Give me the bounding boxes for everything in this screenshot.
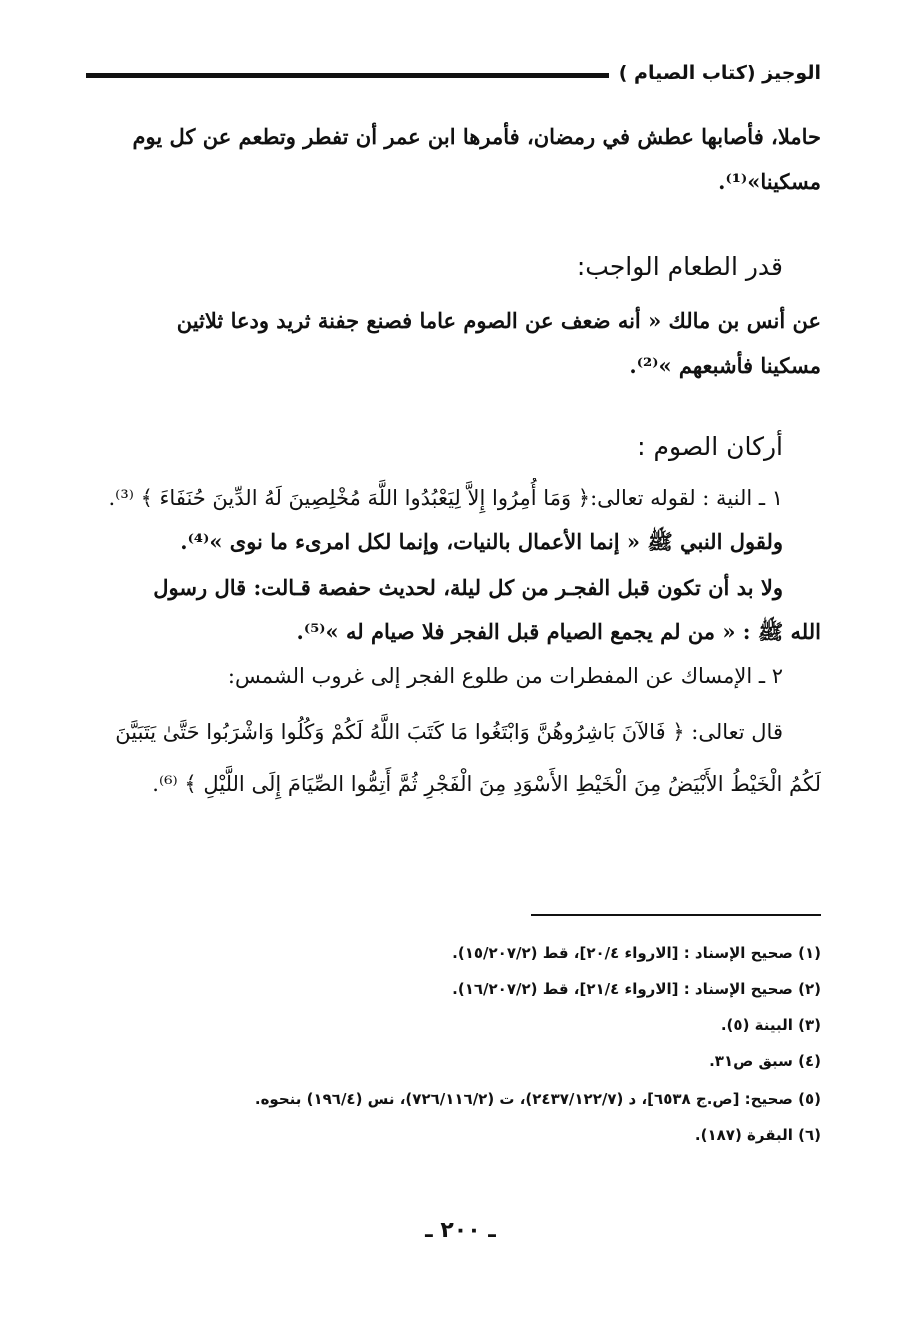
pillar-2-abstaining: ٢ ـ الإمساك عن المفطرات من طلوع الفجر إلى غروب الشمس:: [227, 664, 783, 688]
quran-verse-line-1: قال تعالى: ﴿ فَالآنَ بَاشِرُوهُنَّ وَابْتَغُوا مَا كَتَبَ اللَّهُ لَكُمْ وَكُلُوا وَاشْرَبُوا حَتَّىٰ يَتَبَيَّنَ: [115, 720, 783, 744]
footnote-5: (٥) صحيح: [ص.ج ٦٥٣٨]، د (٢٤٣٧/١٢٢/٧)، ت (٧٢٦/١١٦/٢)، نس (١٩٦/٤) بنحوه.: [254, 1090, 821, 1108]
header-rule: [86, 73, 609, 78]
footnote-6: (٦) البقرة (١٨٧).: [694, 1126, 821, 1144]
paragraph-1: [86, 114, 821, 204]
hadith-hafsa: الله ﷺ : « من لم يجمع الصيام قبل الفجر فلا صيام له »⁽⁵⁾.: [296, 619, 821, 644]
paragraph-2-line-1: عن أنس بن مالك « أنه ضعف عن الصوم عاما فصنع جفنة ثريد ودعا ثلاثين: [176, 308, 821, 333]
footnote-3: (٣) البينة (٥).: [720, 1016, 821, 1034]
paragraph-1-line-2: مسكينا»⁽¹⁾.: [718, 169, 821, 194]
heading-fasting-pillars: أركان الصوم :: [637, 432, 783, 461]
footnote-2: (٢) صحيح الإسناد : [الارواء ٢١/٤]، قط (١٦/٢٠٧/٢).: [452, 980, 821, 998]
paragraph-1-line-1: حاملا، فأصابها عطش في رمضان، فأمرها ابن عمر أن تفطر وتطعم عن كل يوم: [132, 124, 821, 149]
quran-verse-line-2: لَكُمُ الْخَيْطُ الأَبْيَضُ مِنَ الْخَيْطِ الأَسْوَدِ مِنَ الْفَجْرِ ثُمَّ أَتِمُّوا الصِّيَامَ إِلَى اللَّيْلِ ﴾ ⁽⁶⁾.: [152, 772, 821, 796]
heading-food-amount: قدر الطعام الواجب:: [576, 252, 783, 281]
paragraph-2-line-2: مسكينا فأشبعهم »⁽²⁾.: [629, 353, 821, 378]
running-title: الوجيز (كتاب الصيام ): [618, 62, 821, 84]
line-before-dawn: ولا بد أن تكون قبل الفجـر من كل ليلة، لحديث حفصة قـالت: قال رسول: [153, 575, 783, 600]
footnote-separator: [531, 914, 821, 916]
footnote-4: (٤) سبق ص٣١.: [709, 1052, 821, 1070]
paragraph-2: [86, 298, 821, 388]
footnote-1: (١) صحيح الإسناد : [الارواء ٢٠/٤]، قط (١٥/٢٠٧/٢).: [452, 944, 821, 962]
pillar-1-intention: ١ ـ النية : لقوله تعالى:﴿ وَمَا أُمِرُوا إِلاَّ لِيَعْبُدُوا اللَّهَ مُخْلِصِينَ لَهُ الدِّينَ حُنَفَاءَ ﴾ ⁽³⁾.: [108, 486, 783, 510]
hadith-intentions: ولقول النبي ﷺ « إنما الأعمال بالنيات، وإنما لكل امرىء ما نوى »⁽⁴⁾.: [180, 529, 783, 554]
running-header: [86, 58, 821, 88]
page-number: ـ ٢٠٠ ـ: [425, 1218, 496, 1243]
